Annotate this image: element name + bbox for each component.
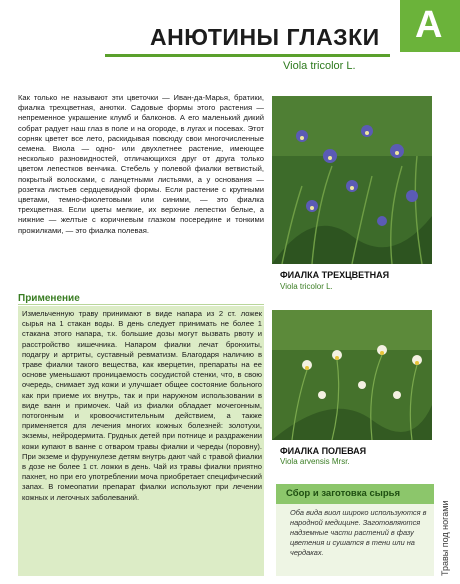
index-letter: А <box>415 4 443 46</box>
photo-caption-name: ФИАЛКА ПОЛЕВАЯ <box>280 446 367 456</box>
photo-viola-arvensis <box>272 310 432 440</box>
title-block <box>150 24 390 54</box>
photo-caption-latin: Viola tricolor L. <box>280 282 333 291</box>
harvest-heading: Сбор и заготовка сырья <box>286 488 401 499</box>
harvest-text: Оба вида виол широко используются в народной медицине. Заготовляются надземные части растений в фазу цветения и сушатся в тени или на чердаках. <box>290 508 427 557</box>
section-rubric-label: Травы под ногами <box>440 500 450 576</box>
photo-caption-latin: Viola arvensis Mrsr. <box>280 457 350 466</box>
harvest-heading-box <box>276 484 434 504</box>
latin-name: Viola tricolor L. <box>283 60 356 72</box>
application-heading-text: Применение <box>18 293 80 304</box>
section-rubric <box>436 484 460 580</box>
photo-caption-name: ФИАЛКА ТРЕХЦВЕТНАЯ <box>280 270 390 280</box>
application-heading <box>18 288 264 305</box>
photo-viola-tricolor <box>272 96 432 264</box>
application-text: Измельченную траву принимают в виде напара из 2 ст. ложек сырья на 1 стакан воды. В день следует принимать не более 1 стакана этого напара, т.к. большие дозы могут вызвать рвоту и расстройство кишечника. Напаром фиалки лечат бронхиты, подагру и артриты, суставный ревматизм. Благодаря наличию в траве фиалки такого вещества, как кверцетин, препараты на ее основе уменьшают проницаемость сосудистой стенки, что, в свою очередь, снимает зуд кожи и улучшает общее состояние больного как при приеме их внутрь, так и при наружном использовании в виде ванн и примочек. Чай из фиалки обладает мочегонным, потогонным и кровоочистительным действием, а также применяется для лечения многих кожных болезней: золотухи, экземы, нейродермита. Грудных детей при потнице и раздражении кожи купают в ванне с отваром травы фиалки и череды (поровну). При экземе и фурункулезе детям внутрь дают чай с травой фиалки в дозе не более 1 ст. ложки в день. Чай из травы фиалки приятно пахнет, но при его употреблении моча приобретает специфический запах. В гомеопатии препарат фиалки используют при лечении кожных и легочных заболеваний. <box>22 309 262 502</box>
intro-paragraph: Как только не называют эти цветочки — Иван-да-Марья, братики, фиалка трехцветная, анютки. Садовые формы этого растения — непременное украшение клумб и балконов. А его маленький дикий собрат радует наш глаз в поле и на огороде, в лугах и посевах. Этот сорняк цветет все лето, раскидывая повсюду свои многочисленные семена. Виола — одно- или двухлетнее растение, имеющее несколько разновидностей, отличающихся друг от друга только цветом лепестков венчика. Стебель у полевой фиалки ветвистый, покрытый волосками, с ланцетными листьями, а у основания — розетка листьев сердцевидной формы. Если растение с крупными цветами, темно-фиолетовыми или синими, — это фиалка трехцветная. Если цветы мелкие, их верхние лепестки белые, а нижние — желтые с коричневым глазком посередине и тонкими прожилками, — это фиалка полевая. <box>18 93 264 235</box>
title-underline <box>105 54 390 57</box>
page-title: АНЮТИНЫ ГЛАЗКИ <box>150 24 380 50</box>
